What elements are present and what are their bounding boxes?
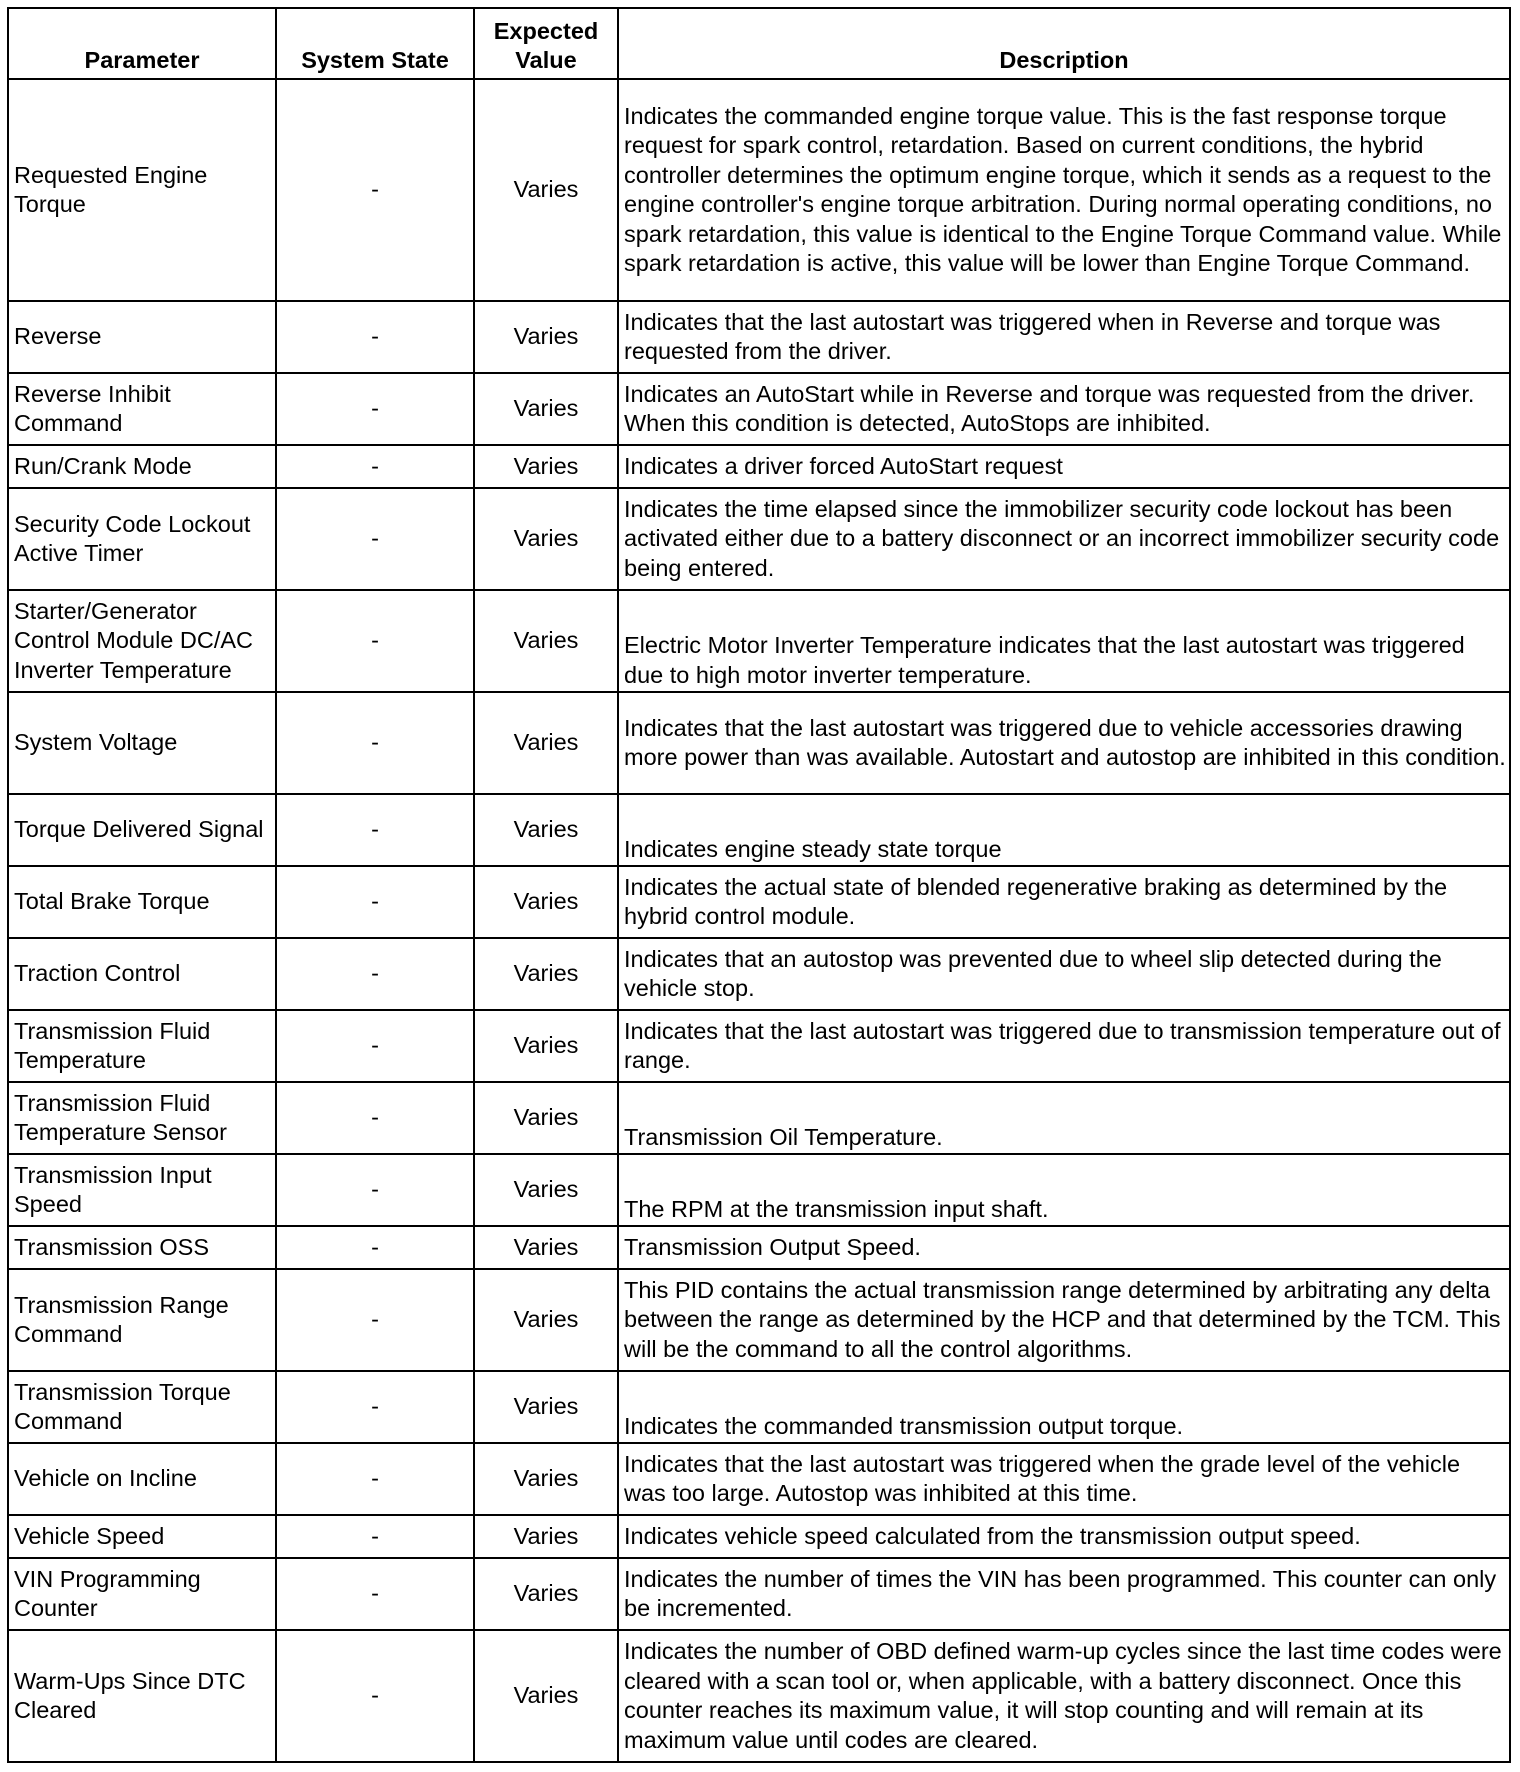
description-cell: Indicates the commanded transmission output torque.	[618, 1371, 1510, 1443]
description-cell: Transmission Oil Temperature.	[618, 1082, 1510, 1154]
description-cell: Indicates that the last autostart was triggered due to transmission temperature out of range.	[618, 1010, 1510, 1082]
system-state-cell: -	[276, 373, 474, 445]
system-state-cell: -	[276, 1010, 474, 1082]
parameter-cell: Total Brake Torque	[8, 866, 276, 938]
table-row	[8, 445, 1510, 488]
description-cell: Indicates that an autostop was prevented due to wheel slip detected during the vehicle stop.	[618, 938, 1510, 1010]
parameter-cell: VIN Programming Counter	[8, 1558, 276, 1630]
expected-value-cell: Varies	[474, 1443, 618, 1515]
table-row	[8, 1269, 1510, 1371]
expected-value-cell: Varies	[474, 1154, 618, 1226]
expected-value-cell: Varies	[474, 794, 618, 866]
system-state-cell: -	[276, 1515, 474, 1558]
system-state-cell: -	[276, 1371, 474, 1443]
description-cell: Indicates that the last autostart was triggered when the grade level of the vehicle was too large. Autostop was inhibited at this time.	[618, 1443, 1510, 1515]
header-system-state: System State	[276, 8, 474, 79]
system-state-cell: -	[276, 488, 474, 590]
expected-value-cell: Varies	[474, 1371, 618, 1443]
system-state-cell: -	[276, 1226, 474, 1269]
expected-value-cell: Varies	[474, 1010, 618, 1082]
table-body	[8, 79, 1510, 1762]
table-header	[8, 8, 1510, 79]
parameter-cell: Reverse	[8, 301, 276, 373]
table-row	[8, 1515, 1510, 1558]
table-row	[8, 866, 1510, 938]
table-row	[8, 1371, 1510, 1443]
description-cell: Indicates the commanded engine torque value. This is the fast response torque request for spark control, retardation. Based on current conditions, the hybrid controller determines the optimum engine torque, which it sends as a request to the engine controller's engine torque arbitration. During normal operating conditions, no spark retardation, this value is identical to the Engine Torque Command value. While spark retardation is active, this value will be lower than Engine Torque Command.	[618, 79, 1510, 301]
parameter-cell: Transmission OSS	[8, 1226, 276, 1269]
expected-value-cell: Varies	[474, 1269, 618, 1371]
parameter-cell: Security Code Lockout Active Timer	[8, 488, 276, 590]
parameter-cell: Starter/Generator Control Module DC/AC Inverter Temperature	[8, 590, 276, 692]
parameter-cell: Vehicle on Incline	[8, 1443, 276, 1515]
description-cell: Indicates the time elapsed since the immobilizer security code lockout has been activated either due to a battery disconnect or an incorrect immobilizer security code being entered.	[618, 488, 1510, 590]
header-description: Description	[618, 8, 1510, 79]
parameter-cell: System Voltage	[8, 692, 276, 794]
parameter-cell: Transmission Input Speed	[8, 1154, 276, 1226]
parameter-cell: Requested Engine Torque	[8, 79, 276, 301]
description-cell: Indicates vehicle speed calculated from the transmission output speed.	[618, 1515, 1510, 1558]
header-expected-value: Expected Value	[474, 8, 618, 79]
description-cell: Indicates the actual state of blended regenerative braking as determined by the hybrid control module.	[618, 866, 1510, 938]
parameter-cell: Traction Control	[8, 938, 276, 1010]
parameter-cell: Warm-Ups Since DTC Cleared	[8, 1630, 276, 1762]
expected-value-cell: Varies	[474, 301, 618, 373]
expected-value-cell: Varies	[474, 692, 618, 794]
parameter-cell: Transmission Torque Command	[8, 1371, 276, 1443]
system-state-cell: -	[276, 590, 474, 692]
table-row	[8, 1010, 1510, 1082]
system-state-cell: -	[276, 1558, 474, 1630]
description-cell: Indicates the number of times the VIN has been programmed. This counter can only be incremented.	[618, 1558, 1510, 1630]
system-state-cell: -	[276, 938, 474, 1010]
description-cell: Electric Motor Inverter Temperature indicates that the last autostart was triggered due to high motor inverter temperature.	[618, 590, 1510, 692]
expected-value-cell: Varies	[474, 1630, 618, 1762]
table-row	[8, 79, 1510, 301]
expected-value-cell: Varies	[474, 590, 618, 692]
expected-value-cell: Varies	[474, 1082, 618, 1154]
description-cell: Indicates that the last autostart was triggered due to vehicle accessories drawing more power than was available. Autostart and autostop are inhibited in this condition.	[618, 692, 1510, 794]
system-state-cell: -	[276, 1630, 474, 1762]
system-state-cell: -	[276, 79, 474, 301]
system-state-cell: -	[276, 1082, 474, 1154]
description-cell: The RPM at the transmission input shaft.	[618, 1154, 1510, 1226]
description-cell: Indicates the number of OBD defined warm-up cycles since the last time codes were cleared with a scan tool or, when applicable, with a battery disconnect. Once this counter reaches its maximum value, it will stop counting and will remain at its maximum value until codes are cleared.	[618, 1630, 1510, 1762]
expected-value-cell: Varies	[474, 938, 618, 1010]
system-state-cell: -	[276, 1443, 474, 1515]
expected-value-cell: Varies	[474, 866, 618, 938]
system-state-cell: -	[276, 301, 474, 373]
parameter-table	[7, 7, 1511, 1763]
parameter-cell: Vehicle Speed	[8, 1515, 276, 1558]
table-row	[8, 938, 1510, 1010]
table-row	[8, 1443, 1510, 1515]
table-row	[8, 301, 1510, 373]
expected-value-cell: Varies	[474, 488, 618, 590]
header-parameter: Parameter	[8, 8, 276, 79]
header-row	[8, 8, 1510, 79]
description-cell: Indicates engine steady state torque	[618, 794, 1510, 866]
description-cell: Transmission Output Speed.	[618, 1226, 1510, 1269]
description-cell: Indicates an AutoStart while in Reverse and torque was requested from the driver. When this condition is detected, AutoStops are inhibited.	[618, 373, 1510, 445]
parameter-cell: Run/Crank Mode	[8, 445, 276, 488]
expected-value-cell: Varies	[474, 1558, 618, 1630]
table-row	[8, 590, 1510, 692]
parameter-cell: Transmission Fluid Temperature	[8, 1010, 276, 1082]
expected-value-cell: Varies	[474, 445, 618, 488]
table-row	[8, 692, 1510, 794]
table-row	[8, 1154, 1510, 1226]
table-row	[8, 1082, 1510, 1154]
parameter-cell: Transmission Range Command	[8, 1269, 276, 1371]
description-cell: This PID contains the actual transmission range determined by arbitrating any delta between the range as determined by the HCP and that determined by the TCM. This will be the command to all the control algorithms.	[618, 1269, 1510, 1371]
system-state-cell: -	[276, 692, 474, 794]
expected-value-cell: Varies	[474, 1226, 618, 1269]
table-row	[8, 1630, 1510, 1762]
table-row	[8, 1226, 1510, 1269]
system-state-cell: -	[276, 445, 474, 488]
system-state-cell: -	[276, 866, 474, 938]
description-cell: Indicates a driver forced AutoStart request	[618, 445, 1510, 488]
expected-value-cell: Varies	[474, 79, 618, 301]
system-state-cell: -	[276, 1269, 474, 1371]
expected-value-cell: Varies	[474, 373, 618, 445]
table-row	[8, 488, 1510, 590]
parameter-cell: Reverse Inhibit Command	[8, 373, 276, 445]
table-row	[8, 1558, 1510, 1630]
parameter-cell: Torque Delivered Signal	[8, 794, 276, 866]
system-state-cell: -	[276, 794, 474, 866]
description-cell: Indicates that the last autostart was triggered when in Reverse and torque was requested from the driver.	[618, 301, 1510, 373]
parameter-cell: Transmission Fluid Temperature Sensor	[8, 1082, 276, 1154]
expected-value-cell: Varies	[474, 1515, 618, 1558]
system-state-cell: -	[276, 1154, 474, 1226]
table-row	[8, 373, 1510, 445]
table-row	[8, 794, 1510, 866]
